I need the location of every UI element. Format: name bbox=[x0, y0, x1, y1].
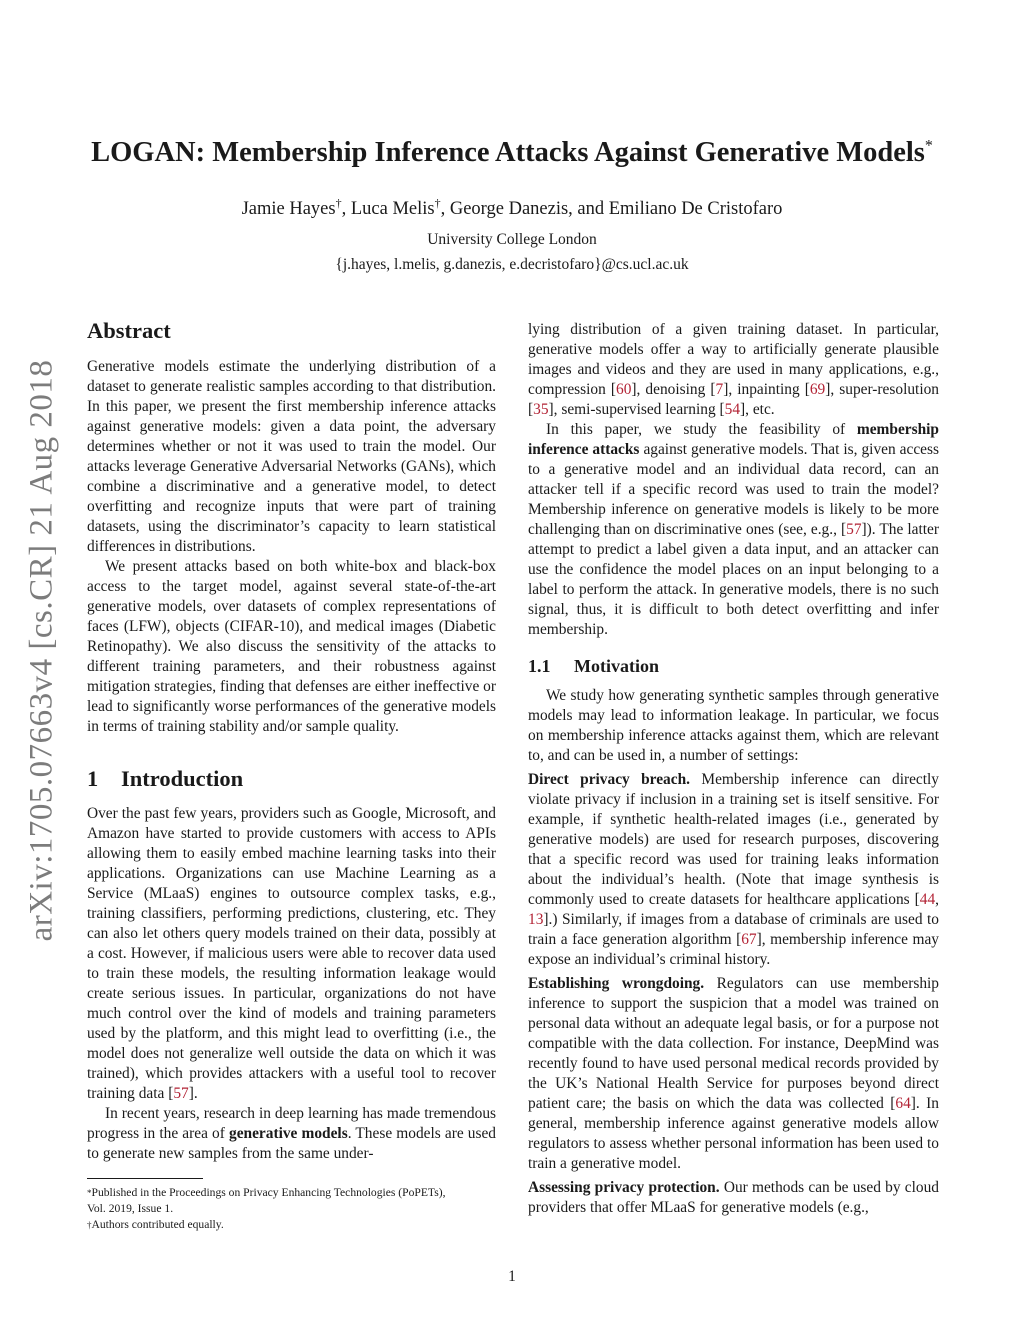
title-footnote-mark: * bbox=[924, 137, 933, 155]
paper-title-text: LOGAN: Membership Inference Attacks Against Generative Models bbox=[91, 137, 925, 168]
subsection-title: Motivation bbox=[574, 656, 659, 676]
author-name: Jamie Hayes bbox=[241, 199, 336, 220]
author-mark: † bbox=[434, 196, 441, 210]
footnote-mark: * bbox=[87, 1188, 92, 1198]
subsection-number: 1.1 bbox=[528, 656, 551, 676]
citation-link[interactable]: 44 bbox=[919, 891, 936, 908]
paragraph-text: ], super-resolution [ bbox=[528, 381, 939, 418]
section-title: Introduction bbox=[121, 766, 244, 791]
author-mark: † bbox=[335, 196, 342, 210]
citation-link[interactable]: 64 bbox=[895, 1095, 911, 1112]
abstract-paragraph: Generative models estimate the underlying distribution of a dataset to generate realistic samples according to that distribution. In this paper, we present the first membership inference attacks against generative models: given a data point, the adversary determines whether or not it was used to train the model. Our attacks leverage Generative Adversarial Networks (GANs), which combine a discriminative and a generative model, to detect overfitting and recognize inputs that were part of training datasets, using the discriminator’s capacity to learn statistical differences in distributions. bbox=[87, 358, 496, 555]
paragraph-text: Our methods can be used by cloud providers that offer MLaaS for generative models (e.g., bbox=[528, 1179, 940, 1216]
right-column bbox=[528, 320, 939, 1218]
paragraph-text: , bbox=[935, 891, 939, 908]
item-label: Establishing wrongdoing. bbox=[528, 975, 705, 992]
author-name: Luca Melis bbox=[350, 199, 435, 220]
paragraph-text: ]. bbox=[188, 1085, 198, 1102]
paragraph-text: Regulators can use membership inference to support the suspicion that a model was trained on personal data without an adequate legal basis, or for a purpose not compatible with the data collection. For instance, DeepMind was recently found to have used personal medical records provided by the UK’s National Health Service for purposes beyond direct patient care; the basis on which the data was collected [ bbox=[528, 975, 939, 1112]
paragraph-text: ], membership inference may expose an individual’s criminal history. bbox=[528, 931, 939, 968]
footnote bbox=[87, 1185, 496, 1201]
paragraph-text: Membership inference can directly violate privacy if inclusion in a training set is itself sensitive. For example, if synthetic health-related images (i.e., generated by generative models) are used for research purposes, discovering that a specific record was used for training leaks information about the individual’s health. (Note that image synthesis is commonly used to create datasets for healthcare applications [ bbox=[528, 771, 939, 908]
bold-term: membership inference attacks bbox=[528, 421, 939, 458]
motivation-item bbox=[528, 974, 939, 1174]
section-number: 1 bbox=[87, 766, 99, 791]
citation-link[interactable]: 57 bbox=[173, 1085, 189, 1102]
paragraph-text: against generative models. That is, given access to a generative model and an individual data record, can an attacker tell if a specific record was used to train the model? Membership inference on generative models is likely to be more challenging than on discriminative ones (see, e.g., [ bbox=[528, 441, 939, 538]
paragraph-text: ]. In general, membership inference against generative models allow regulators to assess whether personal information has been used to train a generative model. bbox=[528, 1095, 939, 1172]
paragraph-text: ], denoising [ bbox=[631, 381, 716, 398]
abstract-paragraph: We present attacks based on both white-box and black-box access to the target model, against several state-of-the-art generative models, over datasets of complex representations of faces (LFW), objects (CIFAR-10), and medical images (Diabetic Retinopathy). We also discuss the sensitivity of the attacks to different training parameters, and their robustness against mitigation strategies, finding that defenses are either ineffective or lead to significantly worse performances of the generative models in terms of training stability and/or sample quality. bbox=[87, 558, 496, 735]
motivation-heading bbox=[528, 655, 939, 677]
body-paragraph bbox=[528, 320, 939, 420]
paragraph-text: lying distribution of a given training dataset. In particular, generative models offer a way to artificially generate plausible images and videos and they are used in many applications, e.g., compression [ bbox=[528, 321, 939, 398]
footnote-text: Published in the Proceedings on Privacy Enhancing Technologies (PoPETs), bbox=[91, 1186, 446, 1199]
paragraph-text: In recent years, research in deep learning has made tremendous progress in the area of bbox=[87, 1105, 496, 1142]
intro-paragraph bbox=[87, 804, 496, 1104]
author-emails: {j.hayes, l.melis, g.danezis, e.decristofaro}@cs.ucl.ac.uk bbox=[335, 256, 689, 273]
citation-link[interactable]: 7 bbox=[715, 381, 724, 398]
paragraph-text: ]). The latter attempt to predict a label given a data input, and an attacker can use the confidence the model places on an input belonging to a label to perform the attack. In generative models, there is no such signal, thus, it is difficult to both detect overfitting and infer membership. bbox=[528, 521, 939, 638]
page-number: 1 bbox=[508, 1268, 516, 1285]
footnote-rule bbox=[87, 1178, 203, 1179]
paragraph-text: ].) Similarly, if images from a database of criminals are used to train a face generation algorithm [ bbox=[528, 911, 939, 948]
citation-link[interactable]: 35 bbox=[533, 401, 549, 418]
introduction-heading bbox=[87, 766, 496, 792]
paragraph-text: Over the past few years, providers such as Google, Microsoft, and Amazon have started to provide customers with access to APIs allowing them to easily embed machine learning tasks into their applications. Organizations can use Machine Learning as a Service (MLaaS) engines to outsource complex tasks, e.g., training classifiers, performing predictions, clustering, etc. They can also let others query models trained on their data, possibly at a cost. However, if malicious users were able to recover data used to train these models, the resulting information leakage would create serious issues. In particular, organizations do not have much control over the kind of models and training parameters used by the platform, and this might lead to overfitting (i.e., the model does not generalize well outside the data on which it was trained), which provides attackers with a useful tool to recover training data [ bbox=[87, 805, 496, 1102]
paragraph-text: ], semi-supervised learning [ bbox=[548, 401, 725, 418]
citation-link[interactable]: 67 bbox=[741, 931, 757, 948]
footnote bbox=[87, 1217, 496, 1233]
paragraph-text: In this paper, we study the feasibility of bbox=[546, 421, 857, 438]
motivation-item bbox=[528, 1178, 939, 1218]
paragraph-text: ], inpainting [ bbox=[723, 381, 810, 398]
citation-link[interactable]: 60 bbox=[616, 381, 632, 398]
footnote-continuation: Vol. 2019, Issue 1. bbox=[87, 1202, 174, 1215]
affiliation: University College London bbox=[427, 231, 597, 248]
author-names-rest: , George Danezis, and Emiliano De Cristofaro bbox=[440, 199, 783, 220]
arxiv-stamp-text: arXiv:1705.07663v4 [cs.CR] 21 Aug 2018 bbox=[23, 359, 60, 941]
arxiv-stamp bbox=[18, 350, 66, 950]
left-column bbox=[87, 318, 496, 1233]
citation-link[interactable]: 13 bbox=[528, 911, 544, 928]
citation-link[interactable]: 69 bbox=[809, 381, 826, 398]
citation-link[interactable]: 54 bbox=[724, 401, 741, 418]
bold-term: generative models bbox=[229, 1125, 348, 1142]
intro-paragraph bbox=[87, 1104, 496, 1164]
body-paragraph bbox=[528, 420, 939, 640]
author-list bbox=[0, 196, 1024, 220]
author-separator: , bbox=[341, 199, 351, 220]
paragraph-text: . These models are used to generate new samples from the same under- bbox=[87, 1125, 496, 1162]
citation-link[interactable]: 57 bbox=[846, 521, 862, 538]
footnote-mark: † bbox=[87, 1220, 92, 1230]
item-label: Assessing privacy protection. bbox=[528, 1179, 720, 1196]
abstract-heading: Abstract bbox=[87, 318, 171, 343]
paragraph-text: ], etc. bbox=[740, 401, 775, 418]
footnote-text: Authors contributed equally. bbox=[91, 1218, 224, 1231]
motivation-item bbox=[528, 770, 939, 970]
body-paragraph: We study how generating synthetic samples through generative models may lead to information leakage. In particular, we focus on membership inference attacks against them, which are relevant to, and can be used in, a number of settings: bbox=[528, 687, 939, 764]
paper-title bbox=[40, 136, 984, 170]
item-label: Direct privacy breach. bbox=[528, 771, 690, 788]
